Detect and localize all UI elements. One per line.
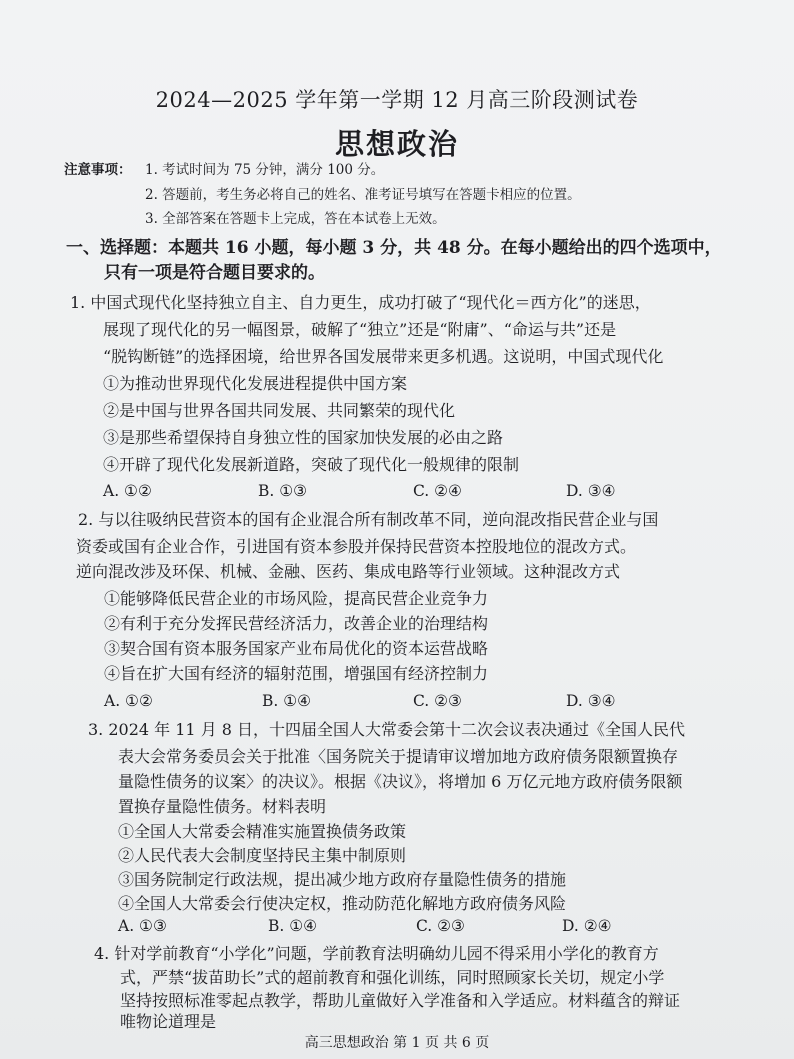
question-4-stem: 式，严禁“拔苗助长”式的超前教育和强化训练，同时照顾家长关切，规定小学 xyxy=(120,968,665,987)
question-1-option-a: A. ①② xyxy=(103,482,152,500)
question-2-item: ①能够降低民营企业的市场风险，提高民营企业竞争力 xyxy=(104,589,489,608)
question-1-item: ①为推动世界现代化发展进程提供中国方案 xyxy=(103,374,408,393)
question-1-option-d: D. ③④ xyxy=(566,482,616,500)
question-2-item: ④旨在扩大国有经济的辐射范围，增强国有经济控制力 xyxy=(104,664,489,683)
question-2-option-a: A. ①② xyxy=(104,692,153,710)
question-3-stem: 表大会常务委员会关于批准〈国务院关于提请审议增加地方政府债务限额置换存 xyxy=(118,747,679,766)
question-1-option-c: C. ②④ xyxy=(413,482,462,500)
question-3-item: ④全国人大常委会行使决定权，推动防范化解地方政府债务风险 xyxy=(118,894,567,913)
question-3-item: ③国务院制定行政法规，提出减少地方政府存量隐性债务的措施 xyxy=(118,870,567,889)
section-heading-cont: 只有一项是符合题目要求的。 xyxy=(104,263,325,283)
question-2-option-c: C. ②③ xyxy=(413,692,462,710)
subject-title: 思想政治 xyxy=(334,127,459,161)
question-2-item: ③契合国有资本服务国家产业布局优化的资本运营战略 xyxy=(104,639,489,658)
question-4-stem: 唯物论道理是 xyxy=(120,1012,217,1031)
question-3-option-c: C. ②③ xyxy=(416,917,465,935)
page-footer: 高三思想政治 第 1 页 共 6 页 xyxy=(304,1035,490,1051)
question-1-item: ④开辟了现代化发展新道路，突破了现代化一般规律的限制 xyxy=(103,455,520,474)
question-4-stem: 4. 针对学前教育“小学化”问题，学前教育法明确幼儿园不得采用小学化的教育方 xyxy=(94,944,659,963)
question-3-item: ②人民代表大会制度坚持民主集中制原则 xyxy=(118,846,407,865)
question-1-item: ③是那些希望保持自身独立性的国家加快发展的必由之路 xyxy=(103,428,504,447)
question-1-stem: 1. 中国式现代化坚持独立自主、自力更生，成功打破了“现代化＝西方化”的迷思， xyxy=(70,293,651,312)
note-item: 1. 考试时间为 75 分钟，满分 100 分。 xyxy=(145,162,385,178)
question-2-stem: 逆向混改涉及环保、机械、金融、医药、集成电路等行业领域。这种混改方式 xyxy=(76,562,621,581)
note-item: 3. 全部答案在答题卡上完成，答在本试卷上无效。 xyxy=(145,211,446,227)
section-heading: 一、选择题：本题共 16 小题，每小题 3 分，共 48 分。在每小题给出的四个选项中， xyxy=(66,238,722,258)
question-1-option-b: B. ①③ xyxy=(258,482,308,500)
question-2-item: ②有利于充分发挥民营经济活力，改善企业的治理结构 xyxy=(104,614,489,633)
question-1-stem: 展现了现代化的另一幅图景，破解了“独立”还是“附庸”、“命运与共”还是 xyxy=(103,320,617,339)
question-2-stem: 2. 与以往吸纳民营资本的国有企业混合所有制改革不同，逆向混改指民营企业与国 xyxy=(78,510,659,529)
question-1-item: ②是中国与世界各国共同发展、共同繁荣的现代化 xyxy=(103,401,456,420)
question-4-stem: 坚持按照标准零起点教学，帮助儿童做好入学准备和入学适应。材料蕴含的辩证 xyxy=(120,991,681,1010)
question-3-item: ①全国人大常委会精准实施置换债务政策 xyxy=(118,822,407,841)
note-item: 2. 答题前，考生务必将自己的姓名、准考证号填写在答题卡相应的位置。 xyxy=(145,187,581,203)
question-2-stem: 资委或国有企业合作，引进国有资本参股并保持民营资本控股地位的混改方式。 xyxy=(76,537,637,556)
notes-label: 注意事项： xyxy=(64,162,132,178)
question-3-option-b: B. ①④ xyxy=(268,917,318,935)
question-1-stem: “脱钩断链”的选择困境，给世界各国发展带来更多机遇。这说明，中国式现代化 xyxy=(103,347,664,366)
exam-title: 2024—2025 学年第一学期 12 月高三阶段测试卷 xyxy=(155,88,639,112)
question-3-option-d: D. ②④ xyxy=(562,917,612,935)
question-2-option-b: B. ①④ xyxy=(262,692,312,710)
question-3-stem: 量隐性债务的议案〉的决议》。根据《决议》，将增加 6 万亿元地方政府债务限额 xyxy=(118,772,683,791)
question-2-option-d: D. ③④ xyxy=(566,692,616,710)
question-3-stem: 置换存量隐性债务。材料表明 xyxy=(118,797,327,816)
question-3-option-a: A. ①③ xyxy=(118,917,167,935)
question-3-stem: 3. 2024 年 11 月 8 日，十四届全国人大常委会第十二次会议表决通过《全国人民代 xyxy=(88,720,686,739)
